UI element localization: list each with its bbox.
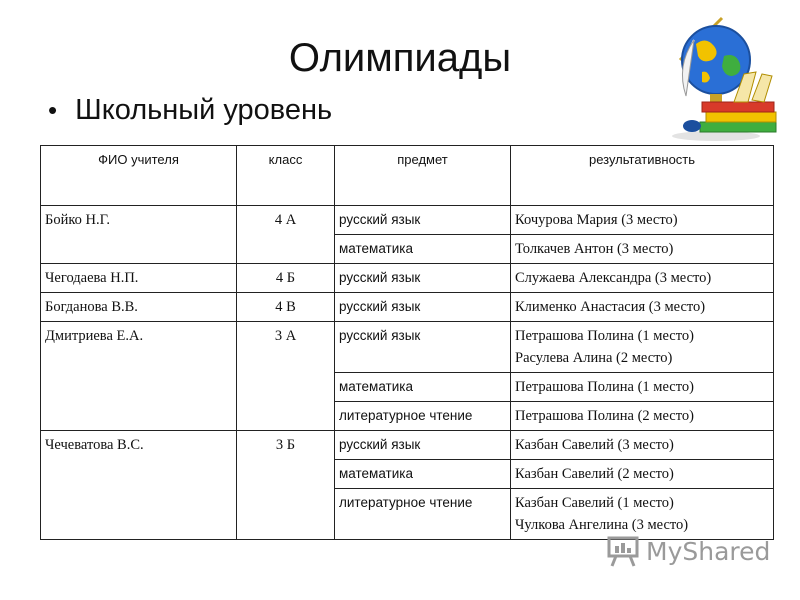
olympiad-results-table (40, 145, 774, 540)
table-row (41, 322, 774, 373)
bullet-item (48, 94, 332, 127)
class-cell: 3 Б (237, 431, 335, 540)
class-cell: 4 Б (237, 264, 335, 293)
teacher-cell: Чечеватова В.С. (41, 431, 237, 540)
header-class: класс (237, 146, 335, 206)
subject-cell: математика (335, 460, 511, 489)
slide-title: Олимпиады (288, 36, 512, 80)
result-cell: Казбан Савелий (2 место) (511, 460, 774, 489)
result-cell: Клименко Анастасия (3 место) (511, 293, 774, 322)
table-row (41, 431, 774, 460)
teacher-cell: Дмитриева Е.А. (41, 322, 237, 431)
class-cell: 4 В (237, 293, 335, 322)
result-cell: Петрашова Полина (1 место) (511, 373, 774, 402)
result-line: Петрашова Полина (1 место) (515, 328, 694, 344)
presentation-board-icon (606, 534, 640, 568)
teacher-cell: Бойко Н.Г. (41, 206, 237, 264)
subject-cell: русский язык (335, 206, 511, 235)
bullet-dot-icon: • (48, 95, 58, 125)
subject-cell: русский язык (335, 264, 511, 293)
result-cell: Служаева Александра (3 место) (511, 264, 774, 293)
table-header-row (41, 146, 774, 206)
result-cell: Петрашова Полина (2 место) (511, 402, 774, 431)
subject-cell: русский язык (335, 431, 511, 460)
globe-books-quill-icon (672, 10, 784, 142)
subject-cell: литературное чтение (335, 489, 511, 540)
class-cell: 3 А (237, 322, 335, 431)
bullet-text: Школьный уровень (75, 94, 333, 126)
teacher-cell: Богданова В.В. (41, 293, 237, 322)
subject-cell: математика (335, 235, 511, 264)
watermark-text: MyShared (646, 536, 771, 566)
table-row (41, 264, 774, 293)
result-line: Расулева Алина (2 место) (515, 350, 673, 366)
result-line: Казбан Савелий (1 место) (515, 495, 674, 511)
result-cell: Казбан Савелий (3 место) (511, 431, 774, 460)
result-cell: Кочурова Мария (3 место) (511, 206, 774, 235)
subject-cell: математика (335, 373, 511, 402)
class-cell: 4 А (237, 206, 335, 264)
result-cell: Толкачев Антон (3 место) (511, 235, 774, 264)
table-row (41, 206, 774, 235)
subject-cell: русский язык (335, 293, 511, 322)
header-teacher: ФИО учителя (41, 146, 237, 206)
table-row (41, 293, 774, 322)
subject-cell: литературное чтение (335, 402, 511, 431)
subject-cell: русский язык (335, 322, 511, 373)
result-line: Чулкова Ангелина (3 место) (515, 517, 689, 533)
header-results: результативность (511, 146, 774, 206)
teacher-cell: Чегодаева Н.П. (41, 264, 237, 293)
result-cell (511, 489, 774, 540)
watermark (606, 534, 770, 568)
header-subject: предмет (335, 146, 511, 206)
result-cell (511, 322, 774, 373)
